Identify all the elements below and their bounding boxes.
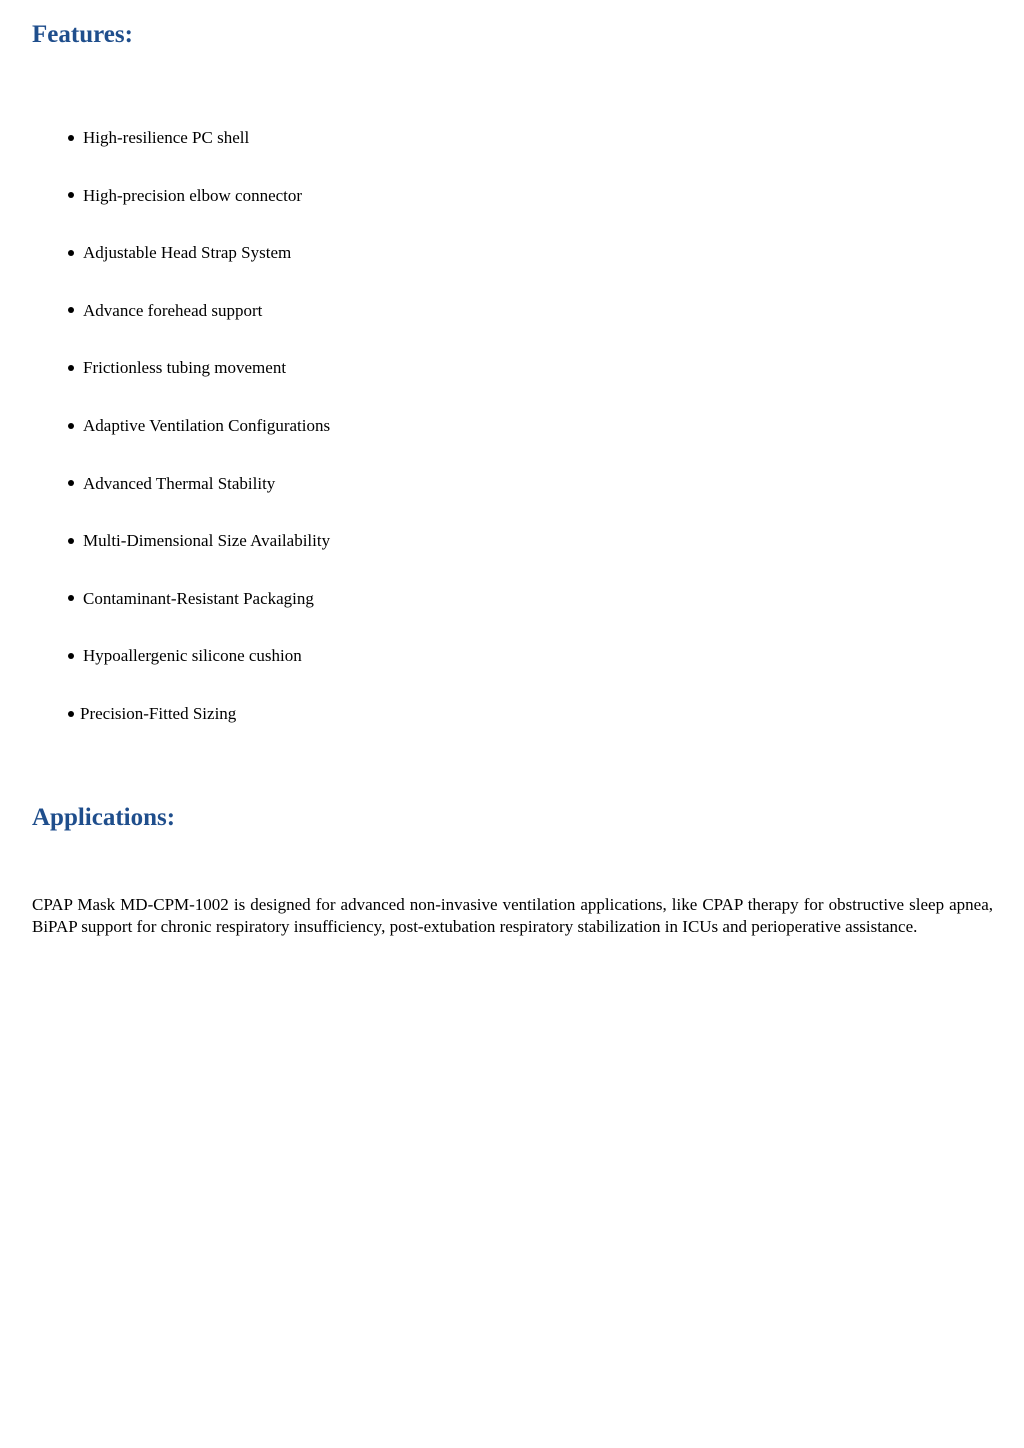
- feature-item-label: Frictionless tubing movement: [83, 358, 287, 378]
- feature-item: [66, 645, 330, 703]
- feature-item: [66, 242, 330, 300]
- bullet-dot-icon: [68, 480, 74, 486]
- feature-item-label: Advance forehead support: [83, 300, 263, 320]
- bullet-dot-icon: [68, 250, 74, 256]
- feature-item-label: Adjustable Head Strap System: [83, 243, 292, 263]
- applications-paragraph: CPAP Mask MD-CPM-1002 is designed for advanced non-invasive ventilation applications, like CPAP therapy for obstructive sleep apnea, BiPAP support for chronic respiratory insufficiency, post-extubation respiratory stabilization in ICUs and perioperative assistance.: [32, 895, 993, 936]
- feature-item-label: Contaminant-Resistant Packaging: [83, 588, 314, 608]
- features-list: [66, 127, 330, 761]
- features-heading: Features:: [32, 21, 133, 48]
- bullet-dot-icon: [68, 307, 74, 313]
- feature-item-label: Advanced Thermal Stability: [83, 473, 276, 493]
- feature-item-label: Hypoallergenic silicone cushion: [83, 646, 302, 666]
- feature-item-label: Multi-Dimensional Size Availability: [83, 531, 331, 551]
- applications-heading: Applications:: [32, 804, 176, 831]
- bullet-dot-icon: [68, 595, 74, 601]
- feature-item-label: Precision-Fitted Sizing: [80, 703, 237, 723]
- feature-item: [66, 357, 330, 415]
- feature-item: [66, 530, 330, 588]
- feature-item: [66, 473, 330, 531]
- feature-item-label: High-precision elbow connector: [83, 185, 303, 205]
- feature-item: [66, 185, 330, 243]
- feature-item: [66, 300, 330, 358]
- feature-item: [66, 127, 330, 185]
- bullet-dot-icon: [68, 192, 74, 198]
- bullet-dot-icon: [68, 135, 74, 141]
- feature-item-label: Adaptive Ventilation Configurations: [83, 415, 331, 435]
- feature-item: [66, 588, 330, 646]
- feature-item: [66, 703, 330, 761]
- bullet-dot-icon: [68, 423, 74, 429]
- bullet-dot-icon: [68, 653, 74, 659]
- feature-item-label: High-resilience PC shell: [83, 128, 250, 147]
- bullet-dot-icon: [68, 538, 74, 544]
- feature-item: [66, 415, 330, 473]
- bullet-dot-icon: [68, 365, 74, 371]
- bullet-dot-icon: [68, 711, 74, 717]
